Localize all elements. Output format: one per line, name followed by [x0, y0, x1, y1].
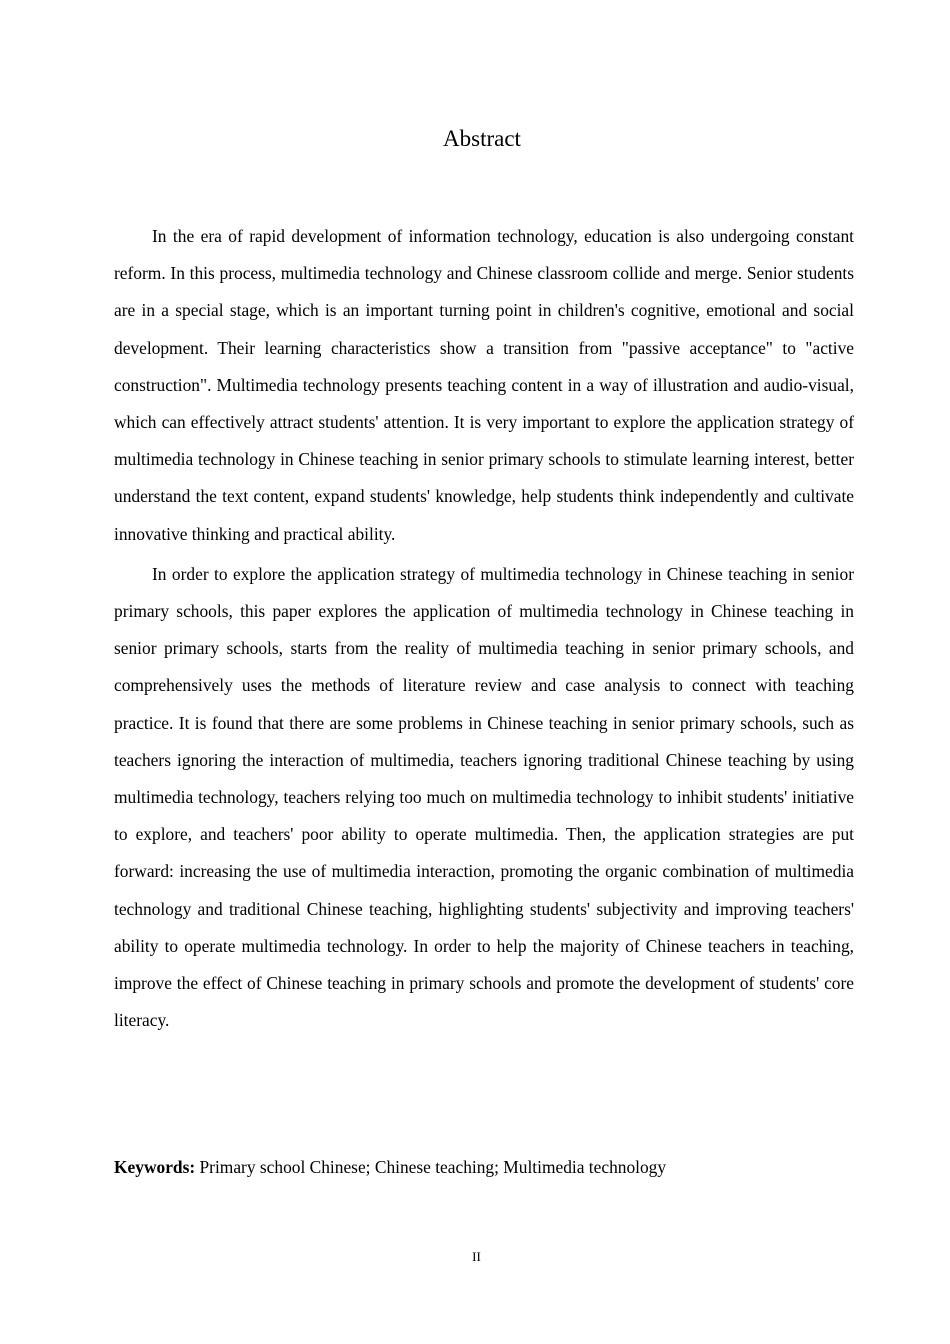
keywords-label: Keywords: — [114, 1157, 196, 1177]
abstract-paragraph-1: In the era of rapid development of information technology, education is also undergoing constant reform. In this process, multimedia technology and Chinese classroom collide and merge. Senior students are in a special stage, which is an important turning point in children's cognitive, emotional and social development. Their learning characteristics show a transition from "passive acceptance" to "active construction". Multimedia technology presents teaching content in a way of illustration and audio-visual, which can effectively attract students' attention. It is very important to explore the application strategy of multimedia technology in Chinese teaching in senior primary schools to stimulate learning interest, better understand the text content, expand students' knowledge, help students think independently and cultivate innovative thinking and practical ability. — [114, 226, 854, 544]
abstract-body — [114, 218, 854, 1039]
page-title: Abstract — [443, 126, 521, 151]
keywords-text: Primary school Chinese; Chinese teaching; Multimedia technology — [199, 1157, 667, 1177]
page-number: II — [472, 1249, 481, 1264]
keywords-line — [114, 1152, 854, 1182]
abstract-paragraph-2: In order to explore the application strategy of multimedia technology in Chinese teaching in senior primary schools, this paper explores the application of multimedia technology in Chinese teaching in senior primary schools, starts from the reality of multimedia teaching in senior primary schools, and comprehensively uses the methods of literature review and case analysis to connect with teaching practice. It is found that there are some problems in Chinese teaching in senior primary schools, such as teachers ignoring the interaction of multimedia, teachers ignoring traditional Chinese teaching by using multimedia technology, teachers relying too much on multimedia technology to inhibit students' initiative to explore, and teachers' poor ability to operate multimedia. Then, the application strategies are put forward: increasing the use of multimedia interaction, promoting the organic combination of multimedia technology and traditional Chinese teaching, highlighting students' subjectivity and improving teachers' ability to operate multimedia technology. In order to help the majority of Chinese teachers in teaching, improve the effect of Chinese teaching in primary schools and promote the development of students' core literacy. — [114, 563, 854, 1031]
